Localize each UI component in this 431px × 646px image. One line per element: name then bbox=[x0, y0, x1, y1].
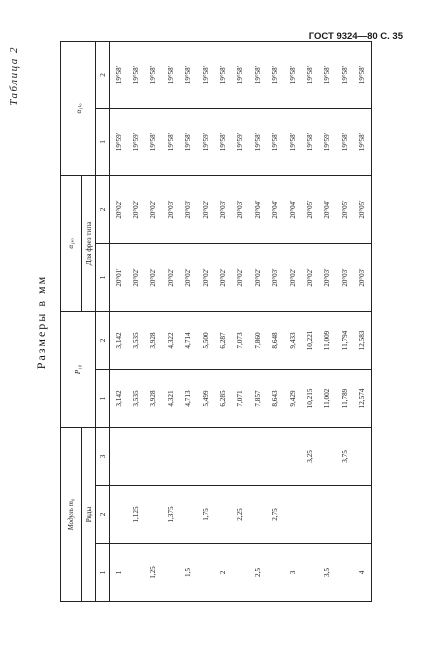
cell-r3 bbox=[162, 427, 179, 485]
cell-p1: 6,285 bbox=[214, 369, 231, 427]
cell-r1 bbox=[336, 544, 353, 602]
cell-p2: 4,714 bbox=[180, 311, 197, 369]
table-row bbox=[284, 41, 301, 601]
cell-a2: 20°04′ bbox=[319, 175, 336, 243]
a-xo-header: α₁ₓₒ bbox=[61, 175, 82, 311]
cell-b2: 19°58′ bbox=[301, 41, 318, 108]
cell-r2 bbox=[284, 486, 301, 544]
sub-header: 2 bbox=[96, 311, 110, 369]
cell-r1 bbox=[301, 544, 318, 602]
cell-a1: 20°02′ bbox=[214, 243, 231, 311]
cell-a2: 20°02′ bbox=[110, 175, 128, 243]
cell-p1: 4,321 bbox=[162, 369, 179, 427]
cell-r3 bbox=[127, 427, 144, 485]
cell-a2: 20°03′ bbox=[214, 175, 231, 243]
table-row bbox=[197, 41, 214, 601]
sub-header: 2 bbox=[96, 486, 110, 544]
cell-p1: 5,499 bbox=[197, 369, 214, 427]
cell-r1: 4 bbox=[353, 544, 371, 602]
cell-r1: 3,5 bbox=[319, 544, 336, 602]
cell-a2: 20°02′ bbox=[127, 175, 144, 243]
cell-b2: 19°58′ bbox=[319, 41, 336, 108]
rotated-table-block bbox=[8, 42, 416, 602]
cell-r3 bbox=[232, 427, 249, 485]
cell-p1: 11,789 bbox=[336, 369, 353, 427]
sub-header: 1 bbox=[96, 369, 110, 427]
rows-group-header: Ряды bbox=[82, 427, 96, 601]
cell-p2: 7,073 bbox=[232, 311, 249, 369]
cell-b1: 19°59′ bbox=[127, 108, 144, 175]
cell-p2: 6,287 bbox=[214, 311, 231, 369]
table-row bbox=[301, 41, 318, 601]
a-lo-header: α₁ₗₒ bbox=[61, 41, 96, 175]
cell-b1: 19°58′ bbox=[214, 108, 231, 175]
cell-a1: 20°02′ bbox=[301, 243, 318, 311]
cell-r2 bbox=[353, 486, 371, 544]
cell-p1: 4,713 bbox=[180, 369, 197, 427]
cell-r2 bbox=[249, 486, 266, 544]
cell-a2: 20°03′ bbox=[232, 175, 249, 243]
cell-r2 bbox=[214, 486, 231, 544]
cell-p2: 3,535 bbox=[127, 311, 144, 369]
cutter-type-header: Для фрез типа bbox=[82, 175, 96, 311]
cell-b1: 19°59′ bbox=[110, 108, 128, 175]
sub-header: 1 bbox=[96, 544, 110, 602]
cell-r2: 2,25 bbox=[232, 486, 249, 544]
cell-r3 bbox=[145, 427, 162, 485]
cell-a2: 20°04′ bbox=[284, 175, 301, 243]
cell-r1 bbox=[232, 544, 249, 602]
cell-r1: 3 bbox=[284, 544, 301, 602]
table-row bbox=[145, 41, 162, 601]
cell-r3: 3,75 bbox=[336, 427, 353, 485]
cell-p2: 3,928 bbox=[145, 311, 162, 369]
cell-r2 bbox=[145, 486, 162, 544]
cell-b1: 19°58′ bbox=[162, 108, 179, 175]
cell-b1: 19°58′ bbox=[180, 108, 197, 175]
cell-r1: 1 bbox=[110, 544, 128, 602]
cell-r2 bbox=[180, 486, 197, 544]
cell-p1: 10,215 bbox=[301, 369, 318, 427]
table-row bbox=[162, 41, 179, 601]
cell-r3 bbox=[353, 427, 371, 485]
cell-r3 bbox=[267, 427, 284, 485]
cell-p2: 9,433 bbox=[284, 311, 301, 369]
table-caption: Размеры в мм bbox=[34, 274, 48, 370]
sub-header: 2 bbox=[96, 41, 110, 108]
cell-a1: 20°03′ bbox=[319, 243, 336, 311]
cell-b2: 19°58′ bbox=[162, 41, 179, 108]
cell-r3 bbox=[180, 427, 197, 485]
cell-a1: 20°01′ bbox=[110, 243, 128, 311]
cell-a1: 20°02′ bbox=[232, 243, 249, 311]
cell-p1: 3,535 bbox=[127, 369, 144, 427]
cell-r3 bbox=[284, 427, 301, 485]
sub-header: 2 bbox=[96, 175, 110, 243]
cell-b2: 19°58′ bbox=[110, 41, 128, 108]
table-row bbox=[110, 41, 128, 601]
cell-b2: 19°58′ bbox=[145, 41, 162, 108]
cell-p2: 8,648 bbox=[267, 311, 284, 369]
cell-a1: 20°02′ bbox=[284, 243, 301, 311]
cell-p2: 3,142 bbox=[110, 311, 128, 369]
table-label: Таблица 2 bbox=[8, 46, 20, 106]
cell-p1: 11,002 bbox=[319, 369, 336, 427]
cell-b1: 19°59′ bbox=[197, 108, 214, 175]
cell-r3 bbox=[197, 427, 214, 485]
cell-r1: 1,25 bbox=[145, 544, 162, 602]
sub-header: 1 bbox=[96, 243, 110, 311]
cell-a2: 20°04′ bbox=[249, 175, 266, 243]
module-header: Модуль m₀ bbox=[61, 427, 82, 601]
cell-a2: 20°02′ bbox=[197, 175, 214, 243]
table-row bbox=[267, 41, 284, 601]
cell-b2: 19°58′ bbox=[197, 41, 214, 108]
cell-a1: 20°02′ bbox=[197, 243, 214, 311]
cell-b2: 19°58′ bbox=[249, 41, 266, 108]
cell-p1: 9,429 bbox=[284, 369, 301, 427]
cell-p2: 11,009 bbox=[319, 311, 336, 369]
cell-r1: 2,5 bbox=[249, 544, 266, 602]
table-row bbox=[336, 41, 353, 601]
page-header: ГОСТ 9324—80 С. 35 bbox=[308, 31, 403, 42]
cell-r2 bbox=[110, 486, 128, 544]
cell-a1: 20°02′ bbox=[180, 243, 197, 311]
cell-b2: 19°58′ bbox=[214, 41, 231, 108]
table-row bbox=[249, 41, 266, 601]
cell-p2: 10,221 bbox=[301, 311, 318, 369]
table-row bbox=[180, 41, 197, 601]
sub-header: 1 bbox=[96, 108, 110, 175]
cell-b2: 19°58′ bbox=[180, 41, 197, 108]
dimensions-table bbox=[60, 41, 372, 602]
cell-a1: 20°03′ bbox=[336, 243, 353, 311]
sub-header: 3 bbox=[96, 427, 110, 485]
cell-b1: 19°58′ bbox=[336, 108, 353, 175]
cell-a2: 20°05′ bbox=[336, 175, 353, 243]
cell-b1: 19°58′ bbox=[353, 108, 371, 175]
cell-r3 bbox=[214, 427, 231, 485]
cell-b2: 19°58′ bbox=[127, 41, 144, 108]
table-row bbox=[214, 41, 231, 601]
cell-p1: 3,142 bbox=[110, 369, 128, 427]
cell-a2: 20°03′ bbox=[162, 175, 179, 243]
cell-r1 bbox=[127, 544, 144, 602]
cell-b2: 19°58′ bbox=[232, 41, 249, 108]
cell-b2: 19°58′ bbox=[267, 41, 284, 108]
cell-r2: 1,75 bbox=[197, 486, 214, 544]
cell-r3 bbox=[110, 427, 128, 485]
cell-r1 bbox=[197, 544, 214, 602]
cell-a2: 20°02′ bbox=[145, 175, 162, 243]
cell-p1: 12,574 bbox=[353, 369, 371, 427]
cell-a2: 20°03′ bbox=[180, 175, 197, 243]
cell-a2: 20°05′ bbox=[353, 175, 371, 243]
p-header: P₁₀ bbox=[61, 311, 96, 427]
table-body bbox=[110, 41, 372, 601]
cell-b2: 19°58′ bbox=[284, 41, 301, 108]
table-row bbox=[232, 41, 249, 601]
table-row bbox=[353, 41, 371, 601]
cell-p1: 7,071 bbox=[232, 369, 249, 427]
cell-p2: 12,583 bbox=[353, 311, 371, 369]
cell-b1: 19°58′ bbox=[145, 108, 162, 175]
cell-r3: 3,25 bbox=[301, 427, 318, 485]
cell-p2: 11,794 bbox=[336, 311, 353, 369]
cell-r2: 1,375 bbox=[162, 486, 179, 544]
cell-p2: 7,860 bbox=[249, 311, 266, 369]
cell-r3 bbox=[319, 427, 336, 485]
cell-b1: 19°58′ bbox=[284, 108, 301, 175]
table-row bbox=[127, 41, 144, 601]
cell-r1 bbox=[162, 544, 179, 602]
table-row bbox=[319, 41, 336, 601]
cell-b1: 19°59′ bbox=[319, 108, 336, 175]
cell-b2: 19°58′ bbox=[336, 41, 353, 108]
cell-p1: 3,928 bbox=[145, 369, 162, 427]
cell-r1: 1,5 bbox=[180, 544, 197, 602]
cell-r3 bbox=[249, 427, 266, 485]
cell-b1: 19°58′ bbox=[249, 108, 266, 175]
cell-b1: 19°58′ bbox=[301, 108, 318, 175]
cell-a2: 20°05′ bbox=[301, 175, 318, 243]
cell-r1: 2 bbox=[214, 544, 231, 602]
cell-r1 bbox=[267, 544, 284, 602]
cell-a1: 20°02′ bbox=[162, 243, 179, 311]
cell-a1: 20°02′ bbox=[127, 243, 144, 311]
cell-p1: 7,857 bbox=[249, 369, 266, 427]
cell-a1: 20°02′ bbox=[249, 243, 266, 311]
cell-a1: 20°02′ bbox=[145, 243, 162, 311]
cell-r2 bbox=[336, 486, 353, 544]
cell-r2 bbox=[319, 486, 336, 544]
cell-p1: 8,643 bbox=[267, 369, 284, 427]
cell-p2: 4,322 bbox=[162, 311, 179, 369]
cell-a1: 20°03′ bbox=[353, 243, 371, 311]
cell-b2: 19°58′ bbox=[353, 41, 371, 108]
cell-b1: 19°59′ bbox=[232, 108, 249, 175]
cell-r2 bbox=[301, 486, 318, 544]
cell-r2: 2,75 bbox=[267, 486, 284, 544]
cell-p2: 5,500 bbox=[197, 311, 214, 369]
cell-a2: 20°04′ bbox=[267, 175, 284, 243]
cell-b1: 19°58′ bbox=[267, 108, 284, 175]
cell-r2: 1,125 bbox=[127, 486, 144, 544]
cell-a1: 20°03′ bbox=[267, 243, 284, 311]
